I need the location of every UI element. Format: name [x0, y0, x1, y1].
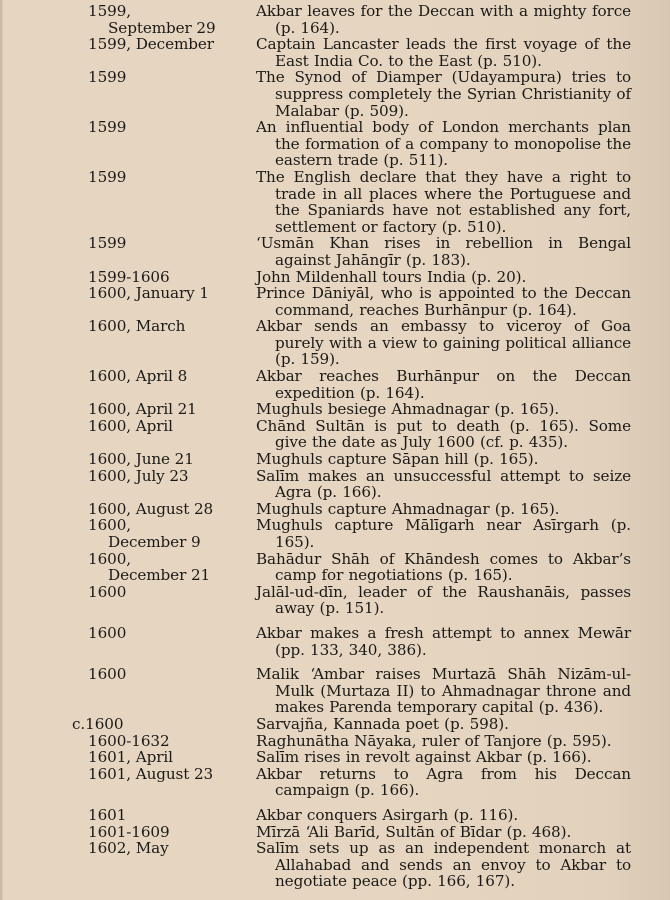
chronology-entry	[0, 36, 670, 69]
entry-event: Jalāl-ud-dīn, leader of the Raushanāis, passes away (p. 151).	[256, 582, 631, 618]
entry-event: Malik ‘Ambar raises Murtazā Shāh Nizām-ul-Mulk (Murtaza II) to Ahmadnagar throne and makes Parenda temporary capital (p. 436).	[256, 665, 631, 717]
entry-date	[0, 3, 256, 36]
entry-event: Mughuls capture Sāpan hill (p. 165).	[256, 450, 539, 469]
entry-date-line2: December 9	[108, 533, 201, 551]
entry-event: Salīm rises in revolt against Akbar (p. 166).	[256, 748, 592, 767]
entry-event: An influential body of London merchants plan the formation of a company to monopolise the eastern trade (p. 511).	[256, 118, 631, 170]
entry-date: 1600, June 21	[88, 450, 194, 469]
chronology-entry	[0, 69, 670, 119]
entry-date-line1: 1600,	[88, 516, 131, 535]
entry-date: 1601, August 23	[88, 764, 214, 783]
entry-event: Prince Dāniyāl, who is appointed to the Deccan command, reaches Burhānpur (p. 164).	[256, 284, 631, 319]
chronology-entry	[0, 501, 670, 518]
chronology-entry	[0, 824, 670, 841]
entry-date: 1600, January 1	[88, 284, 209, 303]
entry-event: Akbar sends an embassy to viceroy of Goa purely with a view to gaining political alliance (p. 159).	[256, 317, 631, 369]
entry-date: 1599, December	[88, 35, 214, 54]
entry-date: 1600, July 23	[88, 466, 189, 485]
entry-event: Mīrzā ‘Ali Barīd, Sultān of Bīdar (p. 468).	[256, 822, 572, 841]
chronology-entry	[0, 666, 670, 716]
entry-event: ‘Usmān Khan rises in rebellion in Bengal against Jahāngīr (p. 183).	[256, 234, 631, 269]
entry-date	[0, 551, 256, 584]
entry-date	[0, 517, 256, 550]
entry-event: Chānd Sultān is put to death (p. 165). Some give the date as July 1600 (cf. p. 435).	[256, 416, 631, 452]
entry-event: Mughuls capture Mālīgarh near Asīrgarh (p. 165).	[256, 516, 631, 551]
entry-date: 1600, April	[88, 416, 173, 435]
entry-date-line1: 1599,	[88, 2, 131, 20]
entry-event: Akbar conquers Asirgarh (p. 116).	[256, 805, 519, 824]
chronology-entry	[0, 269, 670, 286]
entry-date: 1600, April 21	[88, 400, 197, 419]
entry-date: 1599-1606	[88, 267, 170, 286]
chronology-entry	[0, 716, 670, 733]
entry-date: 1600	[88, 623, 127, 642]
chronology-entry	[0, 517, 670, 550]
entry-event: Mughuls capture Ahmadnagar (p. 165).	[256, 499, 560, 518]
entry-event: The Synod of Diamper (Udayampura) tries to suppress completely the Syrian Christianity of Malabar (p. 509).	[256, 68, 631, 120]
entry-date-line1: 1600,	[88, 549, 131, 568]
entry-date: 1602, May	[88, 839, 169, 858]
chronology-entry	[0, 119, 670, 169]
entry-event: Salīm sets up as an independent monarch at Allahabad and sends an envoy to Akbar to negotiate peace (pp. 166, 167).	[256, 839, 631, 891]
chronology-entry	[0, 401, 670, 418]
entry-date: 1600, August 28	[88, 499, 214, 518]
entry-date: 1600, March	[88, 317, 186, 336]
chronology-entry	[0, 418, 670, 451]
entry-event: Bahādur Shāh of Khāndesh comes to Akbar’s camp for negotiations (p. 165).	[256, 549, 631, 585]
chronology-entry	[0, 285, 670, 318]
entry-event: Captain Lancaster leads the first voyage of the East India Co. to the East (p. 510).	[256, 35, 631, 70]
entry-date: 1600	[88, 582, 127, 601]
entry-date-line2: December 21	[108, 566, 211, 585]
entry-event: Salīm makes an unsuccessful attempt to seize Agra (p. 166).	[256, 466, 631, 502]
chronology-entry	[0, 468, 670, 501]
chronology-entry	[0, 169, 670, 235]
chronology-entry	[0, 235, 670, 268]
entry-date: 1600	[88, 665, 127, 684]
chronology-entry	[0, 3, 670, 36]
entry-date-line2: September 29	[108, 18, 216, 37]
chronology-entry	[0, 766, 670, 799]
entry-event: The English declare that they have a right to trade in all places where the Portuguese and the Spaniards have not established any fort, settlement or factory (p. 510).	[256, 167, 631, 236]
entry-event: Akbar reaches Burhānpur on the Deccan expedition (p. 164).	[256, 367, 631, 402]
chronology-page	[0, 3, 670, 890]
entry-event: Akbar returns to Agra from his Deccan campaign (p. 166).	[256, 764, 631, 800]
chronology-entry	[0, 733, 670, 750]
entry-event: Akbar makes a fresh attempt to annex Mewār (pp. 133, 340, 386).	[256, 623, 631, 659]
chronology-entry	[0, 584, 670, 617]
chronology-entry	[0, 625, 670, 658]
entry-date: 1600, April 8	[88, 367, 188, 386]
chronology-entry	[0, 451, 670, 468]
entry-event: Akbar leaves for the Deccan with a mighty force (p. 164).	[256, 2, 631, 37]
entry-date: 1601, April	[88, 748, 173, 767]
entry-event: Mughuls besiege Ahmadnagar (p. 165).	[256, 400, 560, 419]
entry-date: 1599	[88, 68, 127, 87]
chronology-entry	[0, 551, 670, 584]
chronology-entry	[0, 368, 670, 401]
entry-date: 1599	[88, 234, 127, 253]
entry-date: c.1600	[72, 714, 124, 733]
entry-date: 1601-1609	[88, 822, 170, 841]
entry-event: Raghunātha Nāyaka, ruler of Tanjore (p. 595).	[256, 731, 612, 750]
entry-date: 1599	[88, 118, 127, 137]
entry-date: 1601	[88, 805, 127, 824]
entry-event: John Mildenhall tours India (p. 20).	[256, 267, 527, 286]
entry-date: 1600-1632	[88, 731, 170, 750]
entry-event: Sarvajña, Kannada poet (p. 598).	[256, 714, 509, 733]
chronology-entry	[0, 807, 670, 824]
chronology-entry	[0, 318, 670, 368]
entry-date: 1599	[88, 167, 127, 186]
chronology-entry	[0, 840, 670, 890]
chronology-entry	[0, 749, 670, 766]
